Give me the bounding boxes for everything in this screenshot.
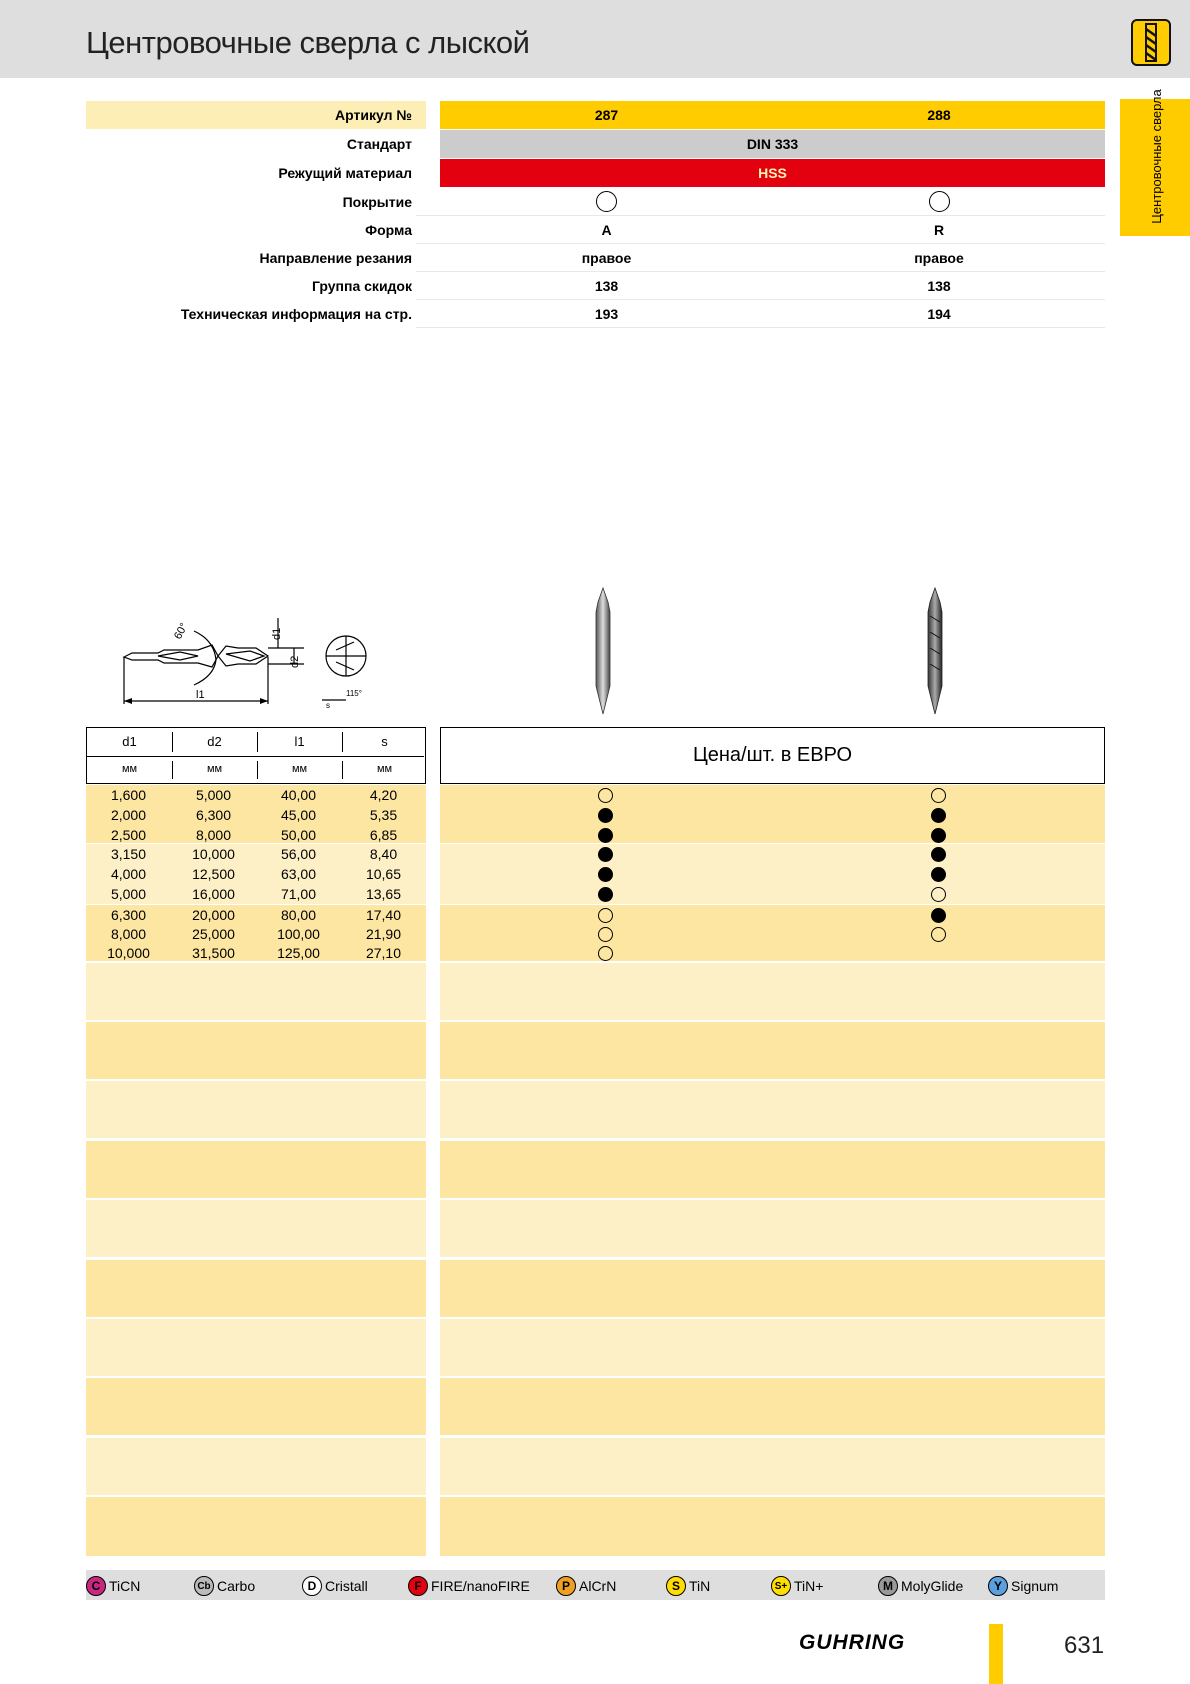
cell-l1: 100,00 [277, 926, 320, 942]
coating-badge-icon: M [878, 1576, 898, 1596]
coating-legend [86, 1570, 1105, 1600]
legend-label: TiCN [109, 1578, 141, 1594]
availability-287-icon [598, 887, 613, 902]
cell-d1: 2,000 [110, 807, 147, 823]
page-number: 631 [1064, 1632, 1105, 1659]
legend-label: MolyGlide [901, 1578, 964, 1594]
divider [257, 761, 258, 779]
spec-row-article [86, 101, 1105, 129]
row-band [86, 1260, 426, 1317]
product-image-288 [920, 586, 950, 716]
row-band [440, 1081, 1105, 1138]
spec-label: Направление резания [259, 250, 412, 266]
spec-value-287: A [601, 222, 612, 238]
legend-item-cristall [302, 1576, 368, 1596]
row-band [440, 1200, 1105, 1257]
col-header-s: s [381, 734, 388, 749]
spec-label: Стандарт [346, 136, 412, 152]
divider [172, 761, 173, 779]
row-band [440, 1378, 1105, 1435]
legend-item-ticn [86, 1576, 140, 1596]
cell-l1: 40,00 [280, 787, 317, 803]
cell-s: 4,20 [369, 787, 398, 803]
spec-value-288: R [933, 222, 945, 238]
table-row[interactable] [86, 805, 1105, 825]
drill-drawing [118, 610, 378, 715]
row-band [86, 963, 426, 1020]
unit-l1: мм [291, 763, 308, 775]
spec-label: Артикул № [335, 107, 412, 123]
spec-row-discount [86, 272, 1105, 300]
spec-label: Режущий материал [278, 165, 412, 181]
spec-value-288: 138 [927, 278, 951, 294]
cell-d2: 25,000 [192, 926, 235, 942]
row-band [86, 1438, 426, 1495]
spec-value-288: 288 [927, 107, 951, 123]
divider [87, 756, 424, 757]
cell-s: 6,85 [369, 827, 398, 843]
cell-d2: 5,000 [195, 787, 232, 803]
row-band [86, 1378, 426, 1435]
page-title: Центровочные сверла с лыской [86, 25, 530, 60]
cell-d2: 12,500 [192, 866, 235, 882]
table-row[interactable] [86, 844, 1105, 864]
cell-d1: 6,300 [110, 907, 147, 923]
row-band [440, 1260, 1105, 1317]
availability-288-icon [931, 808, 946, 823]
spec-value-287: правое [581, 250, 632, 266]
cell-s: 27,10 [365, 945, 402, 961]
cell-d2: 20,000 [192, 907, 235, 923]
coating-288 [773, 188, 1105, 216]
row-band [440, 1438, 1105, 1495]
row-band [440, 963, 1105, 1020]
col-header-d2: d2 [207, 734, 222, 749]
cell-d1: 2,500 [110, 827, 147, 843]
spec-row-techinfo [86, 300, 1105, 328]
divider [257, 732, 258, 752]
availability-287-icon [598, 908, 613, 923]
l1-label: l1 [196, 689, 205, 701]
cell-d1: 3,150 [110, 846, 147, 862]
legend-item-tin-plus [771, 1576, 823, 1596]
cell-l1: 56,00 [280, 846, 317, 862]
footer-accent-bar [989, 1624, 1003, 1684]
coating-badge-icon: Cb [194, 1576, 214, 1596]
unit-s: мм [376, 763, 393, 775]
table-row[interactable] [86, 864, 1105, 884]
spec-value: HSS [758, 165, 787, 181]
availability-288-icon [931, 828, 946, 843]
row-band [86, 1022, 426, 1079]
cell-l1: 63,00 [280, 866, 317, 882]
table-row[interactable] [86, 924, 1105, 944]
row-band [440, 1141, 1105, 1198]
divider [342, 732, 343, 752]
coating-badge-icon: S+ [771, 1576, 791, 1596]
availability-288-icon [931, 847, 946, 862]
availability-287-icon [598, 847, 613, 862]
spec-label: Форма [365, 222, 412, 238]
row-band [86, 1200, 426, 1257]
availability-287-icon [598, 808, 613, 823]
legend-item-fire [408, 1576, 530, 1596]
spec-value: DIN 333 [746, 136, 799, 152]
s-label: s [326, 701, 330, 710]
table-row[interactable] [86, 884, 1105, 904]
section-tab[interactable] [1120, 89, 1190, 236]
legend-item-carbo [194, 1576, 255, 1596]
section-tab-label: Центровочные сверла [1149, 89, 1164, 224]
availability-288-icon [931, 867, 946, 882]
cell-l1: 80,00 [280, 907, 317, 923]
divider [172, 732, 173, 752]
spec-value-287[interactable]: 193 [594, 306, 619, 322]
availability-288-icon [931, 927, 946, 942]
table-row[interactable] [86, 785, 1105, 805]
cell-l1: 45,00 [280, 807, 317, 823]
cell-s: 13,65 [365, 886, 402, 902]
row-band [440, 1497, 1105, 1556]
table-row[interactable] [86, 905, 1105, 925]
row-band [86, 1141, 426, 1198]
spec-row-standard [86, 130, 1105, 158]
spec-label: Покрытие [342, 194, 412, 210]
cell-l1: 50,00 [280, 827, 317, 843]
spec-label: Техническая информация на стр. [180, 306, 412, 322]
cell-s: 5,35 [369, 807, 398, 823]
spec-label: Группа скидок [312, 278, 412, 294]
cell-d1: 10,000 [107, 945, 150, 961]
uncoated-icon [596, 191, 617, 212]
d2-label: d2 [289, 655, 301, 668]
cell-d2: 10,000 [192, 846, 235, 862]
product-image-287 [588, 586, 618, 716]
spec-row-direction [86, 244, 1105, 272]
availability-287-icon [598, 927, 613, 942]
row-band [440, 1022, 1105, 1079]
legend-item-alcrn [556, 1576, 616, 1596]
spec-value-288[interactable]: 194 [927, 306, 951, 322]
dimensions-header [86, 727, 426, 784]
row-band [86, 1497, 426, 1556]
spec-value-288: правое [914, 250, 964, 266]
availability-288-icon [931, 788, 946, 803]
angle-label: 60° [172, 621, 191, 642]
row-band [440, 1319, 1105, 1376]
legend-label: Signum [1011, 1578, 1059, 1594]
legend-label: FIRE/nanoFIRE [431, 1578, 530, 1594]
divider [416, 327, 1105, 328]
availability-287-icon [598, 828, 613, 843]
legend-label: TiN [689, 1578, 711, 1594]
unit-d2: мм [206, 763, 223, 775]
coating-badge-icon: P [556, 1576, 576, 1596]
spec-row-coating [86, 188, 1105, 216]
cell-d1: 1,600 [110, 787, 147, 803]
brand-logo: GUHRING [799, 1631, 906, 1654]
legend-label: Cristall [325, 1578, 368, 1594]
coating-badge-icon: C [86, 1576, 106, 1596]
cell-l1: 71,00 [280, 886, 317, 902]
spec-value-287: 138 [594, 278, 619, 294]
table-row[interactable] [86, 943, 1105, 963]
availability-287-icon [598, 946, 613, 961]
uncoated-icon [929, 191, 950, 212]
cell-s: 8,40 [369, 846, 398, 862]
cell-d2: 8,000 [195, 827, 232, 843]
cell-d1: 4,000 [110, 866, 147, 882]
spec-value-287: 287 [594, 107, 619, 123]
availability-288-icon [931, 908, 946, 923]
legend-item-signum [988, 1576, 1058, 1596]
table-row[interactable] [86, 825, 1105, 845]
coating-badge-icon: S [666, 1576, 686, 1596]
coating-badge-icon: Y [988, 1576, 1008, 1596]
cell-s: 21,90 [365, 926, 402, 942]
cell-s: 17,40 [365, 907, 402, 923]
cell-d2: 6,300 [195, 807, 232, 823]
angle2-label: 115° [346, 689, 362, 698]
legend-item-molyglide [878, 1576, 963, 1596]
col-header-d1: d1 [122, 734, 137, 749]
availability-288-icon [931, 887, 946, 902]
legend-item-tin [666, 1576, 710, 1596]
spec-row-material [86, 159, 1105, 187]
col-header-l1: l1 [294, 734, 305, 749]
cell-l1: 125,00 [277, 945, 320, 961]
unit-d1: мм [121, 763, 138, 775]
cell-d1: 8,000 [110, 926, 147, 942]
row-band [86, 1081, 426, 1138]
price-header: Цена/шт. в ЕВРО [440, 727, 1105, 784]
cell-d2: 16,000 [192, 886, 235, 902]
coating-badge-icon: D [302, 1576, 322, 1596]
legend-label: Carbo [217, 1578, 256, 1594]
cell-d1: 5,000 [110, 886, 147, 902]
divider [342, 761, 343, 779]
legend-label: AlCrN [579, 1578, 617, 1594]
availability-287-icon [598, 867, 613, 882]
coating-287 [440, 188, 773, 216]
drill-logo-icon [1131, 19, 1171, 66]
coating-badge-icon: F [408, 1576, 428, 1596]
spec-row-form [86, 216, 1105, 244]
row-band [86, 1319, 426, 1376]
cell-d2: 31,500 [192, 945, 235, 961]
legend-label: TiN+ [794, 1578, 824, 1594]
cell-s: 10,65 [365, 866, 402, 882]
d1-label: d1 [271, 627, 283, 640]
availability-287-icon [598, 788, 613, 803]
